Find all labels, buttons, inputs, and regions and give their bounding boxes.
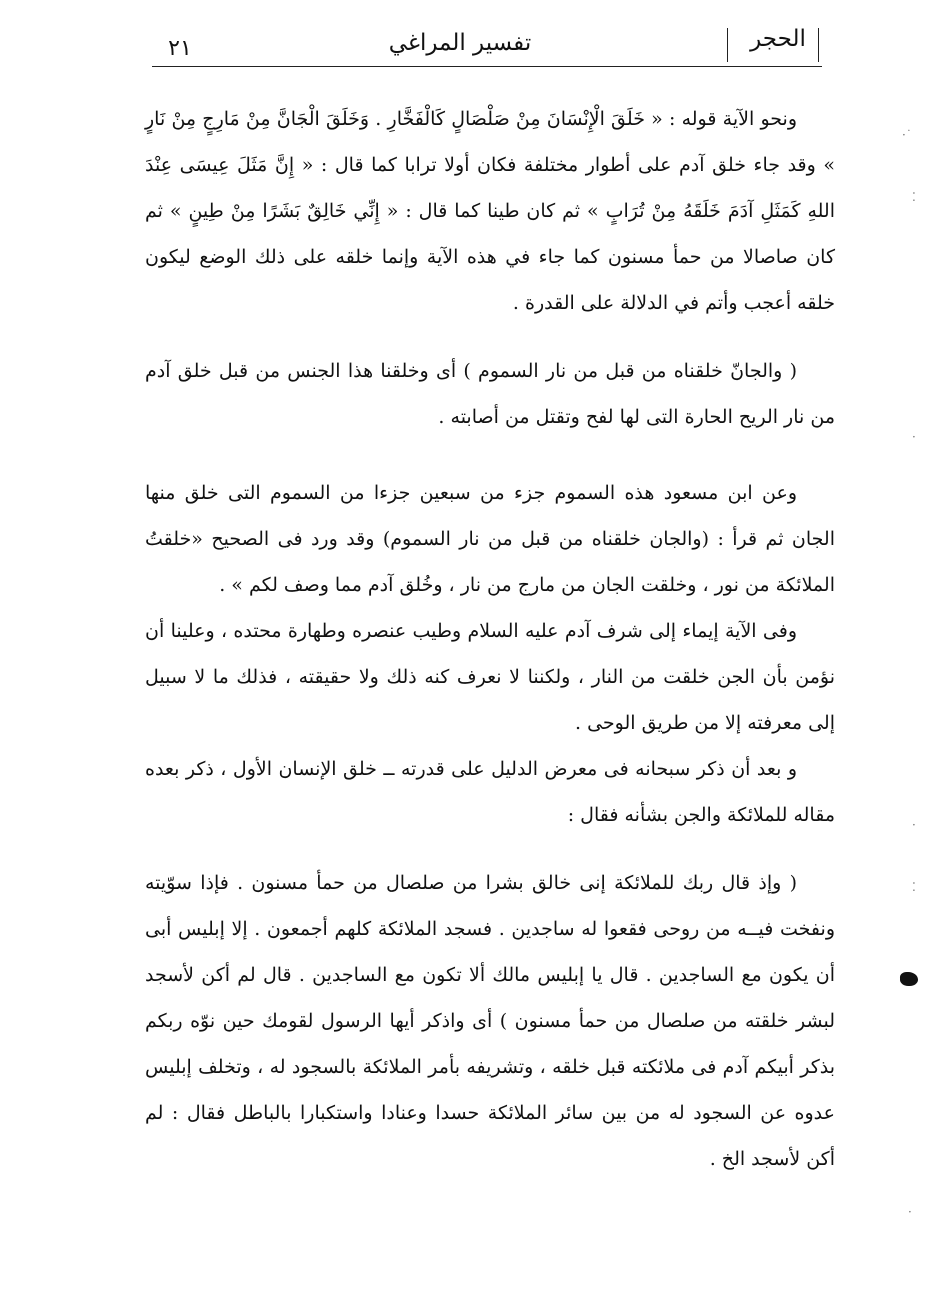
header-divider [152, 66, 822, 67]
paragraph-3: وعن ابن مسعود هذه السموم جزء من سبعين جزءا من السموم التى خلق منها الجان ثم قرأ : (والجان خلقناه من قبل من نار السموم) وقد ورد فى الصحيح «خلقتُ الملائكة من نور ، وخلقت الجان من مارج من نار ، وخُلق آدم مما وصف لكم » . [145, 482, 835, 596]
scan-noise-mark: ⁚ [912, 880, 916, 894]
scan-noise-mark: · [912, 430, 916, 444]
paragraph-5: و بعد أن ذكر سبحانه فى معرض الدليل على قدرته ــ خلق الإنسان الأول ، ذكر بعده مقاله للملائكة والجن بشأنه فقال : [145, 758, 835, 826]
page-number: ٢١ [168, 36, 192, 61]
paragraph-4: وفى الآية إيماء إلى شرف آدم عليه السلام وطيب عنصره وطهارة محتده ، وعلينا أن نؤمن بأن الجن خلقت من النار ، ولكننا لا نعرف كنه ذلك ولا حقيقته ، فذلك ما لا سبيل إلى معرفته إلا من طريق الوحى . [145, 620, 835, 734]
surah-name: الحجر [750, 26, 806, 52]
scan-noise-mark: ·˙ [902, 128, 912, 142]
paragraph-2: ( والجانّ خلقناه من قبل من نار السموم ) أى وخلقنا هذا الجنس من قبل خلق آدم من نار الريح الحارة التى لها لفح وتقتل من أصابته . [145, 360, 835, 428]
scan-noise-mark: ⁚ [912, 190, 916, 204]
book-title: تفسير المراغي [388, 30, 532, 56]
ink-blot [900, 972, 918, 986]
paragraph-1: ونحو الآية قوله : « خَلَقَ الْإِنْسَانَ مِنْ صَلْصَالٍ كَالْفَخَّارِ . وَخَلَقَ الْجَانَّ مِنْ مَارِجٍ مِنْ نَارٍ » وقد جاء خلق آدم على أطوار مختلفة فكان أولا ترابا كما قال : « إِنَّ مَثَلَ عِيسَى عِنْدَ اللهِ كَمَثَلِ آدَمَ خَلَقَهُ مِنْ تُرَابٍ » ثم كان طينا كما قال : « إِنِّي خَالِقٌ بَشَرًا مِنْ طِينٍ » ثم كان صاصالا من حمأ مسنون كما جاء في هذه الآية وإنما خلقه على ذلك الوضع ليكون خلقه أعجب وأتم في الدلالة على القدرة . [145, 108, 835, 314]
page-body [145, 96, 835, 1182]
paragraph-6: ( وإذ قال ربك للملائكة إنى خالق بشرا من صلصال من حمأ مسنون . فإذا سوّيته ونفخت فيــه من روحى فقعوا له ساجدين . فسجد الملائكة كلهم أجمعون . إلا إبليس أبى أن يكون مع الساجدين . قال يا إبليس مالك ألا تكون مع الساجدين . قال لم أكن لأسجد لبشر خلقته من صلصال من حمأ مسنون ) أى واذكر أيها الرسول لقومك حين نوّه ربكم بذكر أبيكم آدم فى ملائكته قبل خلقه ، وتشريفه بأمر الملائكة بالسجود له ، وتخلف إبليس عدوه عن السجود له من بين سائر الملائكة حسدا وعنادا واستكبارا بالباطل فقال : لم أكن لأسجد الخ . [145, 872, 835, 1170]
scan-noise-mark: · [912, 818, 916, 832]
scan-noise-mark: · [908, 1205, 912, 1219]
